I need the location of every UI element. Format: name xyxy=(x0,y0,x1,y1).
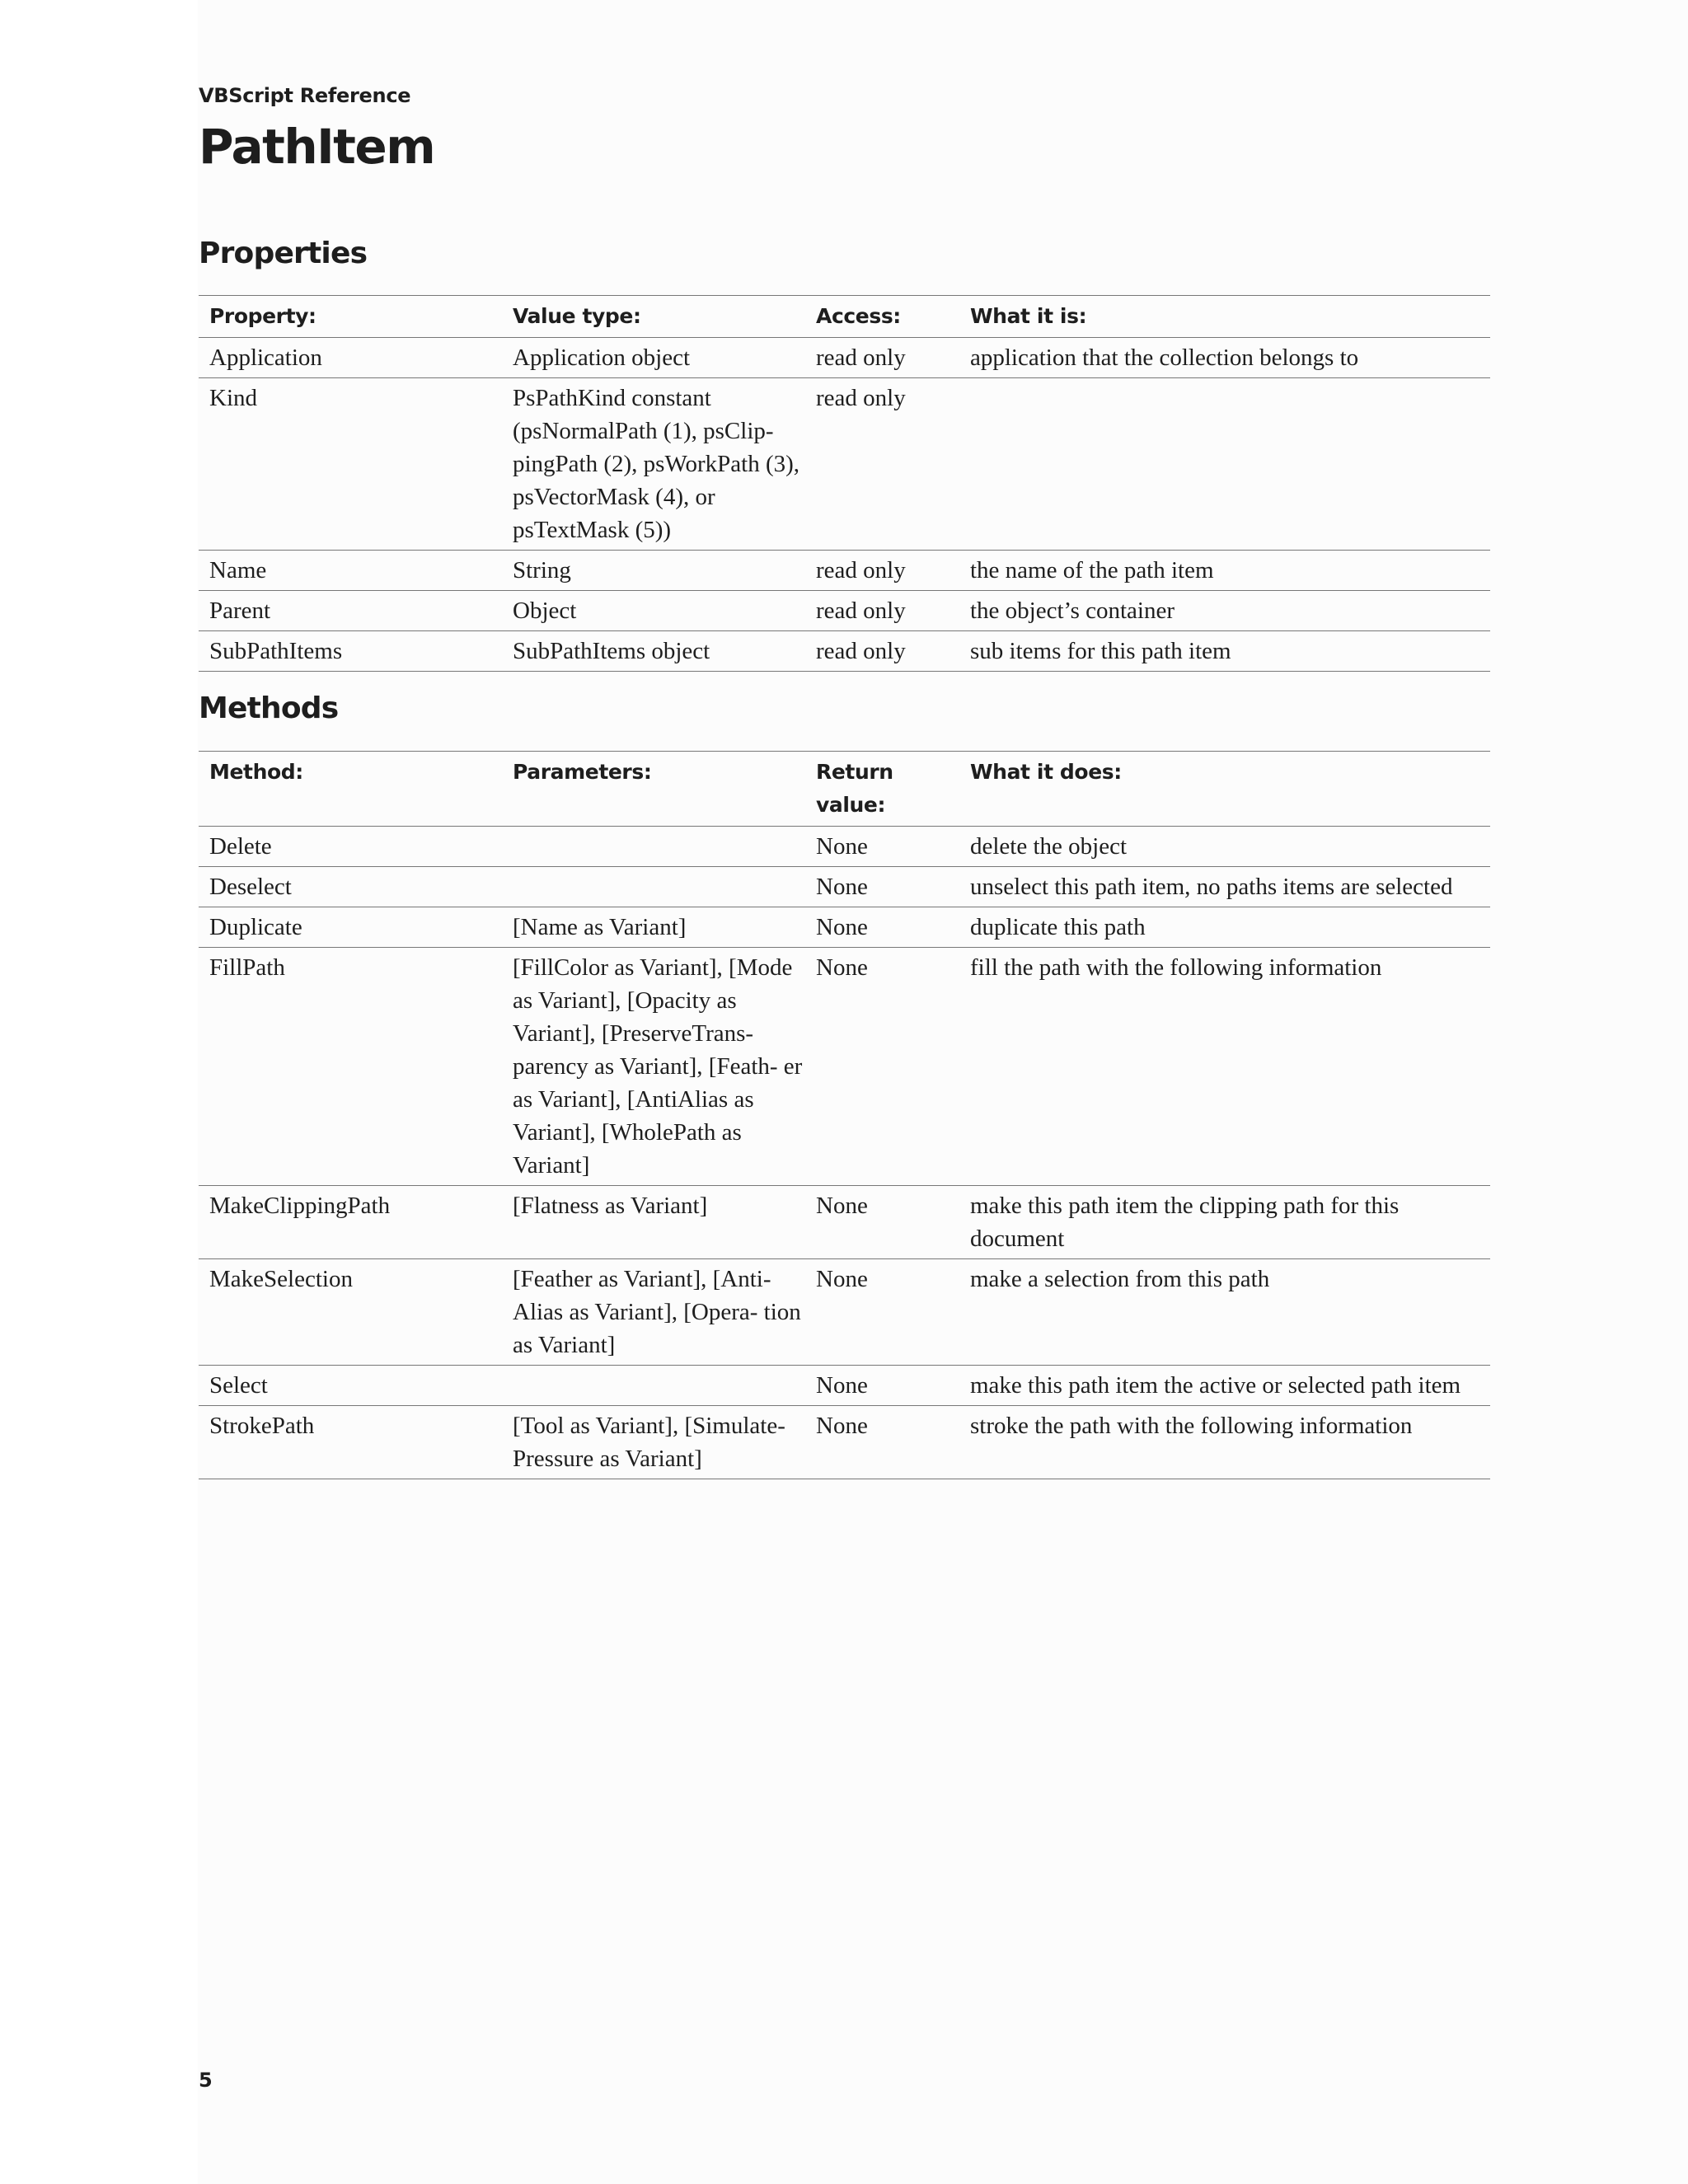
page-title: PathItem xyxy=(199,119,435,175)
methods-header-row xyxy=(199,752,1490,827)
table-row xyxy=(199,827,1490,867)
method-return-value: None xyxy=(805,1366,959,1406)
method-parameters xyxy=(502,1366,805,1406)
property-access: read only xyxy=(805,338,959,378)
method-return-value: None xyxy=(805,907,959,948)
method-description: make this path item the active or selected path item xyxy=(959,1366,1490,1406)
method-name: Delete xyxy=(199,827,502,867)
property-description: the object’s container xyxy=(959,591,1490,631)
properties-heading: Properties xyxy=(199,237,368,270)
properties-table xyxy=(199,295,1490,672)
property-description xyxy=(959,378,1490,551)
method-name: MakeSelection xyxy=(199,1259,502,1366)
table-row xyxy=(199,948,1490,1186)
property-description: sub items for this path item xyxy=(959,631,1490,672)
method-parameters: [FillColor as Variant], [Mode as Variant], [Opacity as Variant], [PreserveTrans- parency as Variant], [Feath- er as Variant], [AntiAlias as Variant], [WholePath as Variant] xyxy=(502,948,805,1186)
property-name: SubPathItems xyxy=(199,631,502,672)
table-row xyxy=(199,867,1490,907)
method-description: make this path item the clipping path for this document xyxy=(959,1186,1490,1259)
column-header-value-type: Value type: xyxy=(502,296,805,338)
method-return-value: None xyxy=(805,948,959,1186)
table-row xyxy=(199,591,1490,631)
method-name: Select xyxy=(199,1366,502,1406)
property-value-type: String xyxy=(502,551,805,591)
property-description: the name of the path item xyxy=(959,551,1490,591)
methods-heading: Methods xyxy=(199,691,339,725)
method-name: MakeClippingPath xyxy=(199,1186,502,1259)
method-parameters xyxy=(502,867,805,907)
method-name: StrokePath xyxy=(199,1406,502,1479)
column-header-what-it-is: What it is: xyxy=(959,296,1490,338)
properties-header-row xyxy=(199,296,1490,338)
property-value-type: PsPathKind constant (psNormalPath (1), psClip- pingPath (2), psWorkPath (3), psVectorMask (4), or psTextMask (5)) xyxy=(502,378,805,551)
method-description: stroke the path with the following information xyxy=(959,1406,1490,1479)
table-row xyxy=(199,551,1490,591)
method-parameters: [Name as Variant] xyxy=(502,907,805,948)
table-row xyxy=(199,1366,1490,1406)
property-value-type: Application object xyxy=(502,338,805,378)
column-header-access: Access: xyxy=(805,296,959,338)
property-access: read only xyxy=(805,551,959,591)
property-name: Parent xyxy=(199,591,502,631)
method-parameters xyxy=(502,827,805,867)
method-return-value: None xyxy=(805,867,959,907)
property-value-type: SubPathItems object xyxy=(502,631,805,672)
method-parameters: [Tool as Variant], [Simulate- Pressure as Variant] xyxy=(502,1406,805,1479)
method-name: Duplicate xyxy=(199,907,502,948)
method-parameters: [Feather as Variant], [Anti- Alias as Variant], [Opera- tion as Variant] xyxy=(502,1259,805,1366)
property-access: read only xyxy=(805,631,959,672)
property-access: read only xyxy=(805,378,959,551)
property-name: Kind xyxy=(199,378,502,551)
column-header-method: Method: xyxy=(199,752,502,827)
method-parameters: [Flatness as Variant] xyxy=(502,1186,805,1259)
method-name: FillPath xyxy=(199,948,502,1186)
table-row xyxy=(199,378,1490,551)
method-description: fill the path with the following information xyxy=(959,948,1490,1186)
property-description: application that the collection belongs to xyxy=(959,338,1490,378)
method-description: make a selection from this path xyxy=(959,1259,1490,1366)
page-margin xyxy=(0,0,198,2184)
method-name: Deselect xyxy=(199,867,502,907)
table-row xyxy=(199,338,1490,378)
method-description: unselect this path item, no paths items are selected xyxy=(959,867,1490,907)
property-name: Name xyxy=(199,551,502,591)
method-description: delete the object xyxy=(959,827,1490,867)
table-row xyxy=(199,631,1490,672)
property-name: Application xyxy=(199,338,502,378)
method-description: duplicate this path xyxy=(959,907,1490,948)
column-header-property: Property: xyxy=(199,296,502,338)
method-return-value: None xyxy=(805,1406,959,1479)
running-header: VBScript Reference xyxy=(199,84,411,107)
property-value-type: Object xyxy=(502,591,805,631)
column-header-return-value: Return value: xyxy=(805,752,959,827)
table-row xyxy=(199,907,1490,948)
method-return-value: None xyxy=(805,827,959,867)
column-header-parameters: Parameters: xyxy=(502,752,805,827)
table-row xyxy=(199,1406,1490,1479)
property-access: read only xyxy=(805,591,959,631)
table-row xyxy=(199,1186,1490,1259)
column-header-what-it-does: What it does: xyxy=(959,752,1490,827)
method-return-value: None xyxy=(805,1259,959,1366)
page-number: 5 xyxy=(199,2069,213,2092)
method-return-value: None xyxy=(805,1186,959,1259)
table-row xyxy=(199,1259,1490,1366)
methods-table xyxy=(199,751,1490,1479)
